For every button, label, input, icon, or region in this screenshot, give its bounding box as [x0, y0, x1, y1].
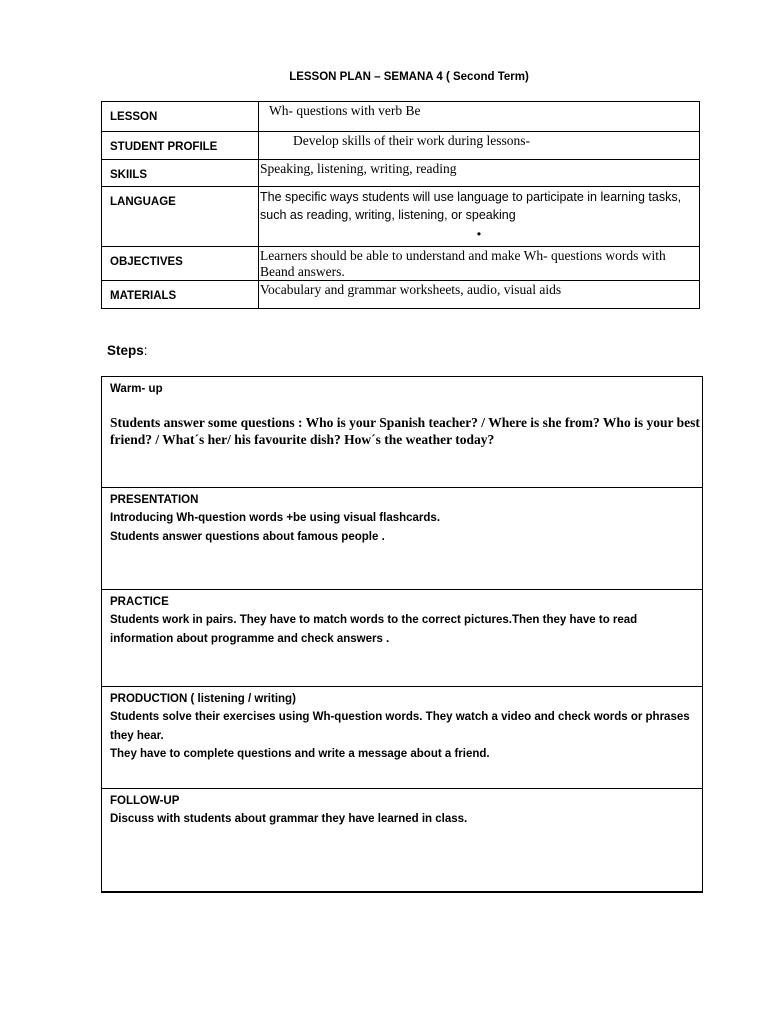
info-value-cell [259, 187, 700, 247]
step-text: Students answer some questions : Who is your Spanish teacher? / Where is she from? Who is your best friend? / What´s her/ his favourite dish? How´s the weather today? [110, 415, 700, 447]
info-value: Develop skills of their work during lessons- [259, 132, 700, 160]
steps-colon: : [143, 343, 148, 358]
info-value: Learners should be able to understand and make Wh- questions words with Beand answers. [259, 247, 700, 281]
info-value: Speaking, listening, writing, reading [259, 160, 700, 187]
step-text: Students solve their exercises using Wh-question words. They watch a video and check words or phrases they hear. [110, 711, 690, 742]
step-follow-up [102, 789, 702, 893]
info-row-materials [102, 281, 700, 309]
info-row-skills [102, 160, 700, 187]
steps-table [101, 376, 703, 893]
info-label: OBJECTIVES [102, 247, 259, 281]
step-heading: Warm- up [110, 383, 163, 395]
step-production [102, 687, 702, 789]
info-label: LANGUAGE [102, 187, 259, 247]
step-text: They have to complete questions and write a message about a friend. [110, 748, 490, 760]
info-value: Wh- questions with verb Be [259, 102, 700, 132]
info-value: The specific ways students will use language to participate in learning tasks, such as reading, writing, listening, or speaking [260, 190, 682, 222]
info-value: Vocabulary and grammar worksheets, audio, visual aids [259, 281, 700, 309]
step-heading: PRACTICE [110, 596, 169, 608]
step-text: Students answer questions about famous people . [110, 530, 385, 543]
info-row-lesson [102, 102, 700, 132]
info-row-student-profile [102, 132, 700, 160]
step-text: Students work in pairs. They have to match words to the correct pictures.Then they have to read information about programme and check answers . [110, 614, 638, 645]
info-row-objectives [102, 247, 700, 281]
info-label: SKIILS [102, 160, 259, 187]
bullet-point: • [476, 227, 482, 241]
step-text: Discuss with students about grammar they have learned in class. [110, 813, 468, 825]
step-warm-up [102, 377, 702, 488]
step-presentation [102, 488, 702, 590]
steps-label: Steps [107, 343, 144, 358]
step-practice [102, 590, 702, 687]
step-heading: FOLLOW-UP [110, 795, 180, 807]
step-heading: PRESENTATION [110, 494, 199, 506]
step-text: Introducing Wh-question words +be using visual flashcards. [110, 512, 441, 524]
info-row-language [102, 187, 700, 247]
step-heading: PRODUCTION ( listening / writing) [110, 693, 296, 705]
info-label: STUDENT PROFILE [102, 132, 259, 160]
steps-heading [107, 343, 148, 358]
lesson-info-table [101, 101, 700, 309]
lesson-plan-title: LESSON PLAN – SEMANA 4 ( Second Term) [289, 71, 529, 83]
info-label: LESSON [102, 102, 259, 132]
info-label: MATERIALS [102, 281, 259, 309]
